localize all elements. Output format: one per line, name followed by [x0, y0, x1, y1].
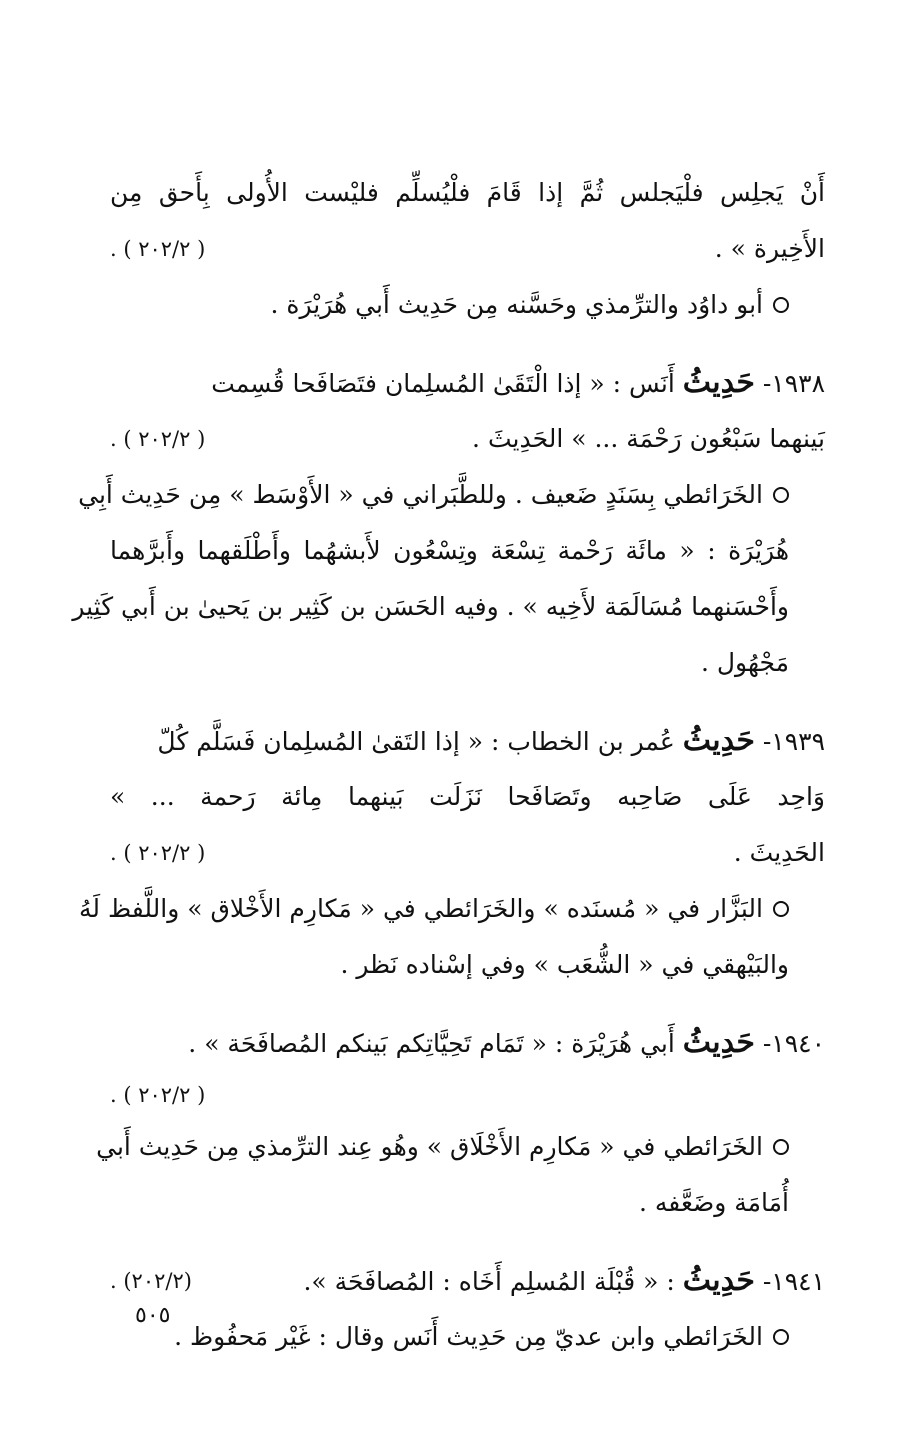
circle-bullet-icon — [773, 1139, 789, 1155]
text-span: الأَخِيرة » . — [714, 234, 825, 263]
commentary-line — [110, 277, 825, 333]
circle-bullet-icon — [773, 901, 789, 917]
commentary-line: والبَيْهقي في « الشُّعَب » وفي إسْناده نَظر . — [340, 950, 789, 979]
text-span: الخَرَائطي في « مَكارِم الأَخْلَاق » وهُو عِند الترِّمذي مِن حَدِيث أَبي — [96, 1132, 763, 1161]
circle-bullet-icon — [773, 297, 789, 313]
text-span: أَبي هُرَيْرَة : « تَمَام تَحِيَّاتِكم بَينكم المُصافَحَة » . — [188, 1029, 675, 1058]
commentary-line: مَجْهُول . — [700, 648, 789, 677]
hadith-keyword: حَدِيثُ — [682, 365, 755, 400]
commentary-line — [96, 1119, 825, 1175]
hadith-keyword: حَدِيثُ — [682, 723, 755, 758]
text-span: أبو داوُد والترِّمذي وحَسَّنه مِن حَدِيث أَبي هُرَيْرَة . — [270, 290, 763, 319]
commentary-line — [79, 881, 825, 937]
circle-bullet-icon — [773, 1329, 789, 1345]
hadith-entry-heading — [110, 355, 825, 411]
text-line: أَنْ يَجلِس فلْيَجلس ثُمَّ إذا قَامَ فلْيُسلِّم فليْست الأُولى بِأَحق مِن — [110, 178, 825, 207]
commentary-line — [110, 1309, 825, 1365]
hadith-entry-heading — [110, 1253, 825, 1309]
hadith-keyword: حَدِيثُ — [682, 1263, 755, 1298]
volume-page-reference: ( ٢٠٢/٢ ) . — [110, 427, 206, 451]
text-line — [110, 1071, 825, 1119]
text-span: أَنَس : « إذا الْتَقَىٰ المُسلِمان فتَصَافَحا قُسِمت — [211, 369, 675, 398]
text-span: بَينهما سَبْعُون رَحْمَة ... » الحَدِيثَ . — [472, 424, 825, 453]
text-line — [110, 221, 825, 277]
text-line: وَاحِد عَلَى صَاحِبه وتَصَافَحا نَزَلَت بَينهما مِائة رَحمة ... » — [110, 782, 825, 811]
text-span: الخَرَائطي بِسَنَدٍ ضَعيف . وللطَّبَراني في « الأَوْسَط » مِن حَدِيث أَبِي — [78, 480, 763, 509]
text-span: البَزَّار في « مُسنَده » والخَرَائطي في « مَكارِم الأَخْلاق » واللَّفظ لَهُ — [79, 894, 763, 923]
volume-page-reference: ( ٢٠٢/٢ ) . — [110, 1083, 206, 1107]
text-span: : « قُبْلَة المُسلِم أَخَاه : المُصافَحَة ». — [303, 1267, 675, 1296]
hadith-entry-heading — [110, 1015, 825, 1071]
circle-bullet-icon — [773, 487, 789, 503]
volume-page-reference: ( ٢٠٢/٢ ) . — [110, 237, 206, 261]
page-number: ٥٠٥ — [135, 1303, 171, 1328]
entry-number: ١٩٣٨- — [762, 369, 825, 398]
text-span: عُمر بن الخطاب : « إذا التَقىٰ المُسلِمان فَسَلَّم كُلّ — [157, 727, 675, 756]
entry-number: ١٩٤١- — [762, 1267, 825, 1296]
commentary-line: هُرَيْرَة : « مائَة رَحْمة تِسْعَة وتِسْعُون لأَبشهُما وأَطْلَقهما وأَبرَّهما — [110, 536, 789, 565]
volume-page-reference: ( ٢٠٢/٢ ) . — [110, 841, 206, 865]
text-span: الخَرَائطي وابن عديّ مِن حَدِيث أَنَس وقال : غَيْر مَحفُوظ . — [174, 1322, 763, 1351]
entry-number: ١٩٤٠- — [762, 1029, 825, 1058]
entry-number: ١٩٣٩- — [762, 727, 825, 756]
hadith-entry-heading — [110, 713, 825, 769]
hadith-keyword: حَدِيثُ — [682, 1025, 755, 1060]
commentary-line: أُمَامَة وضَعَّفه . — [639, 1188, 789, 1217]
commentary-line: وأَحْسَنهما مُسَالَمَة لأَخِيه » . وفيه الحَسَن بن كَثِير بن يَحيىٰ بن أَبي كَثِير — [72, 592, 789, 621]
document-page — [72, 165, 825, 1365]
text-span: الحَدِيثَ . — [733, 838, 825, 867]
text-line — [110, 411, 825, 467]
text-line — [110, 825, 825, 881]
volume-page-reference: (٢٠٢/٢) . — [110, 1269, 192, 1293]
commentary-line — [78, 467, 825, 523]
